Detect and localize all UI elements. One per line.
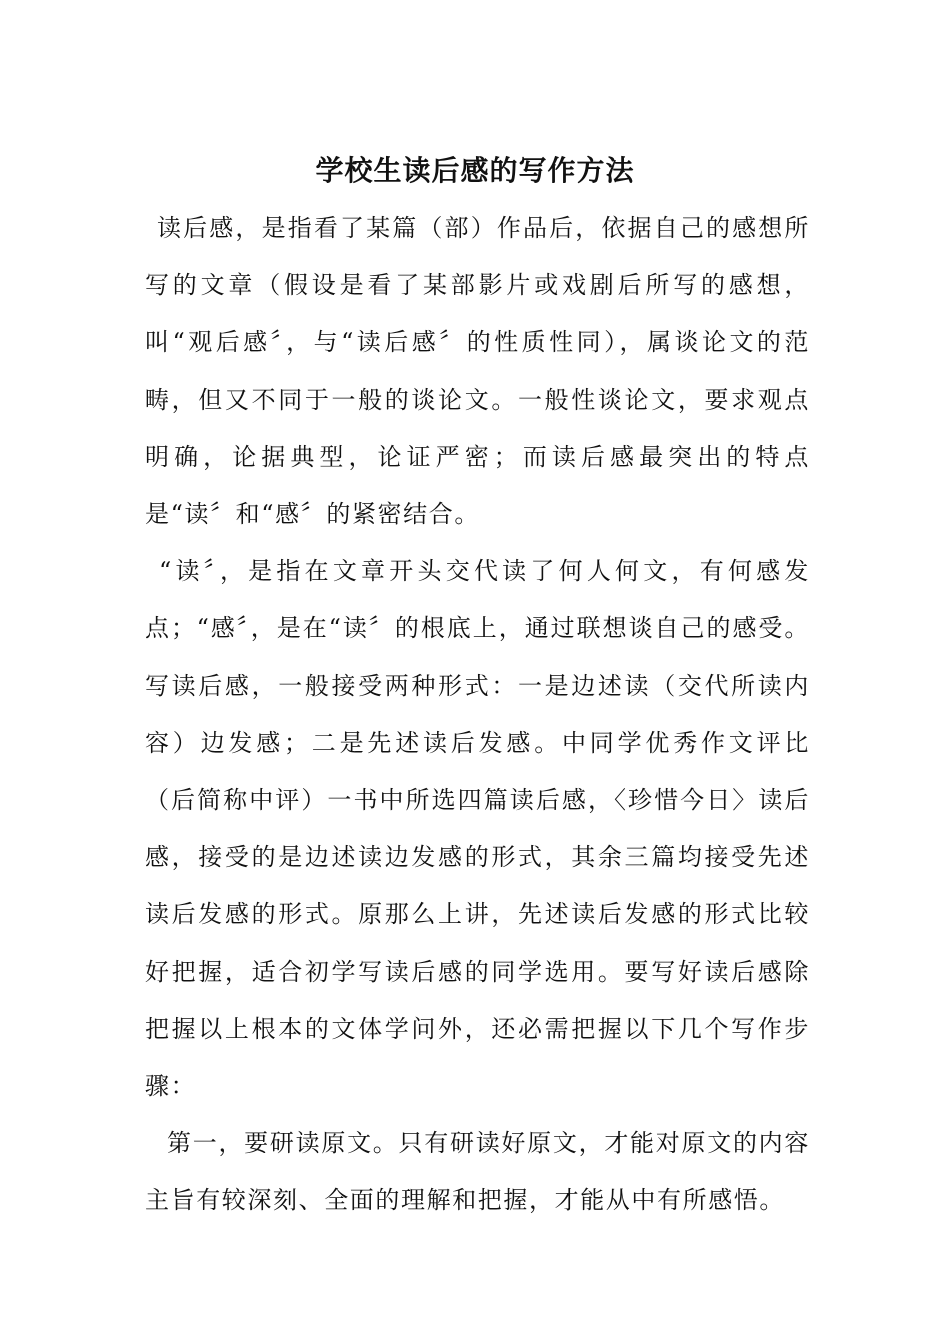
- document-body: [145, 200, 810, 1230]
- document-title: 学校生读后感的写作方法: [315, 153, 635, 187]
- paragraph-definition: 读后感，是指看了某篇（部）作品后，依据自己的感想所写的文章（假设是看了某部影片或戏剧后所写的感想，叫“观后感〞，与“读后感〞的性质性同），属谈论文的范畴，但又不同于一般的谈论文。一般性谈论文，要求观点明确，论据典型，论证严密；而读后感最突出的特点是“读〞和“感〞的紧密结合。: [145, 214, 810, 529]
- paragraph-forms: “读〞，是指在文章开头交代读了何人何文，有何感发点；“感〞，是在“读〞的根底上，通过联想谈自己的感受。写读后感，一般接受两种形式：一是边述读（交代所读内容）边发感；二是先述读后发感。中同学优秀作文评比（后简称中评）一书中所选四篇读后感，〈珍惜今日〉读后感，接受的是边述读边发感的形式，其余三篇均接受先述读后发感的形式。原那么上讲，先述读后发感的形式比较好把握，适合初学写读后感的同学选用。要写好读后感除把握以上根本的文体学问外，还必需把握以下几个写作步骤：: [145, 557, 810, 1101]
- paragraph-step-one: 第一，要研读原文。只有研读好原文，才能对原文的内容主旨有较深刻、全面的理解和把握，才能从中有所感悟。: [145, 1129, 810, 1215]
